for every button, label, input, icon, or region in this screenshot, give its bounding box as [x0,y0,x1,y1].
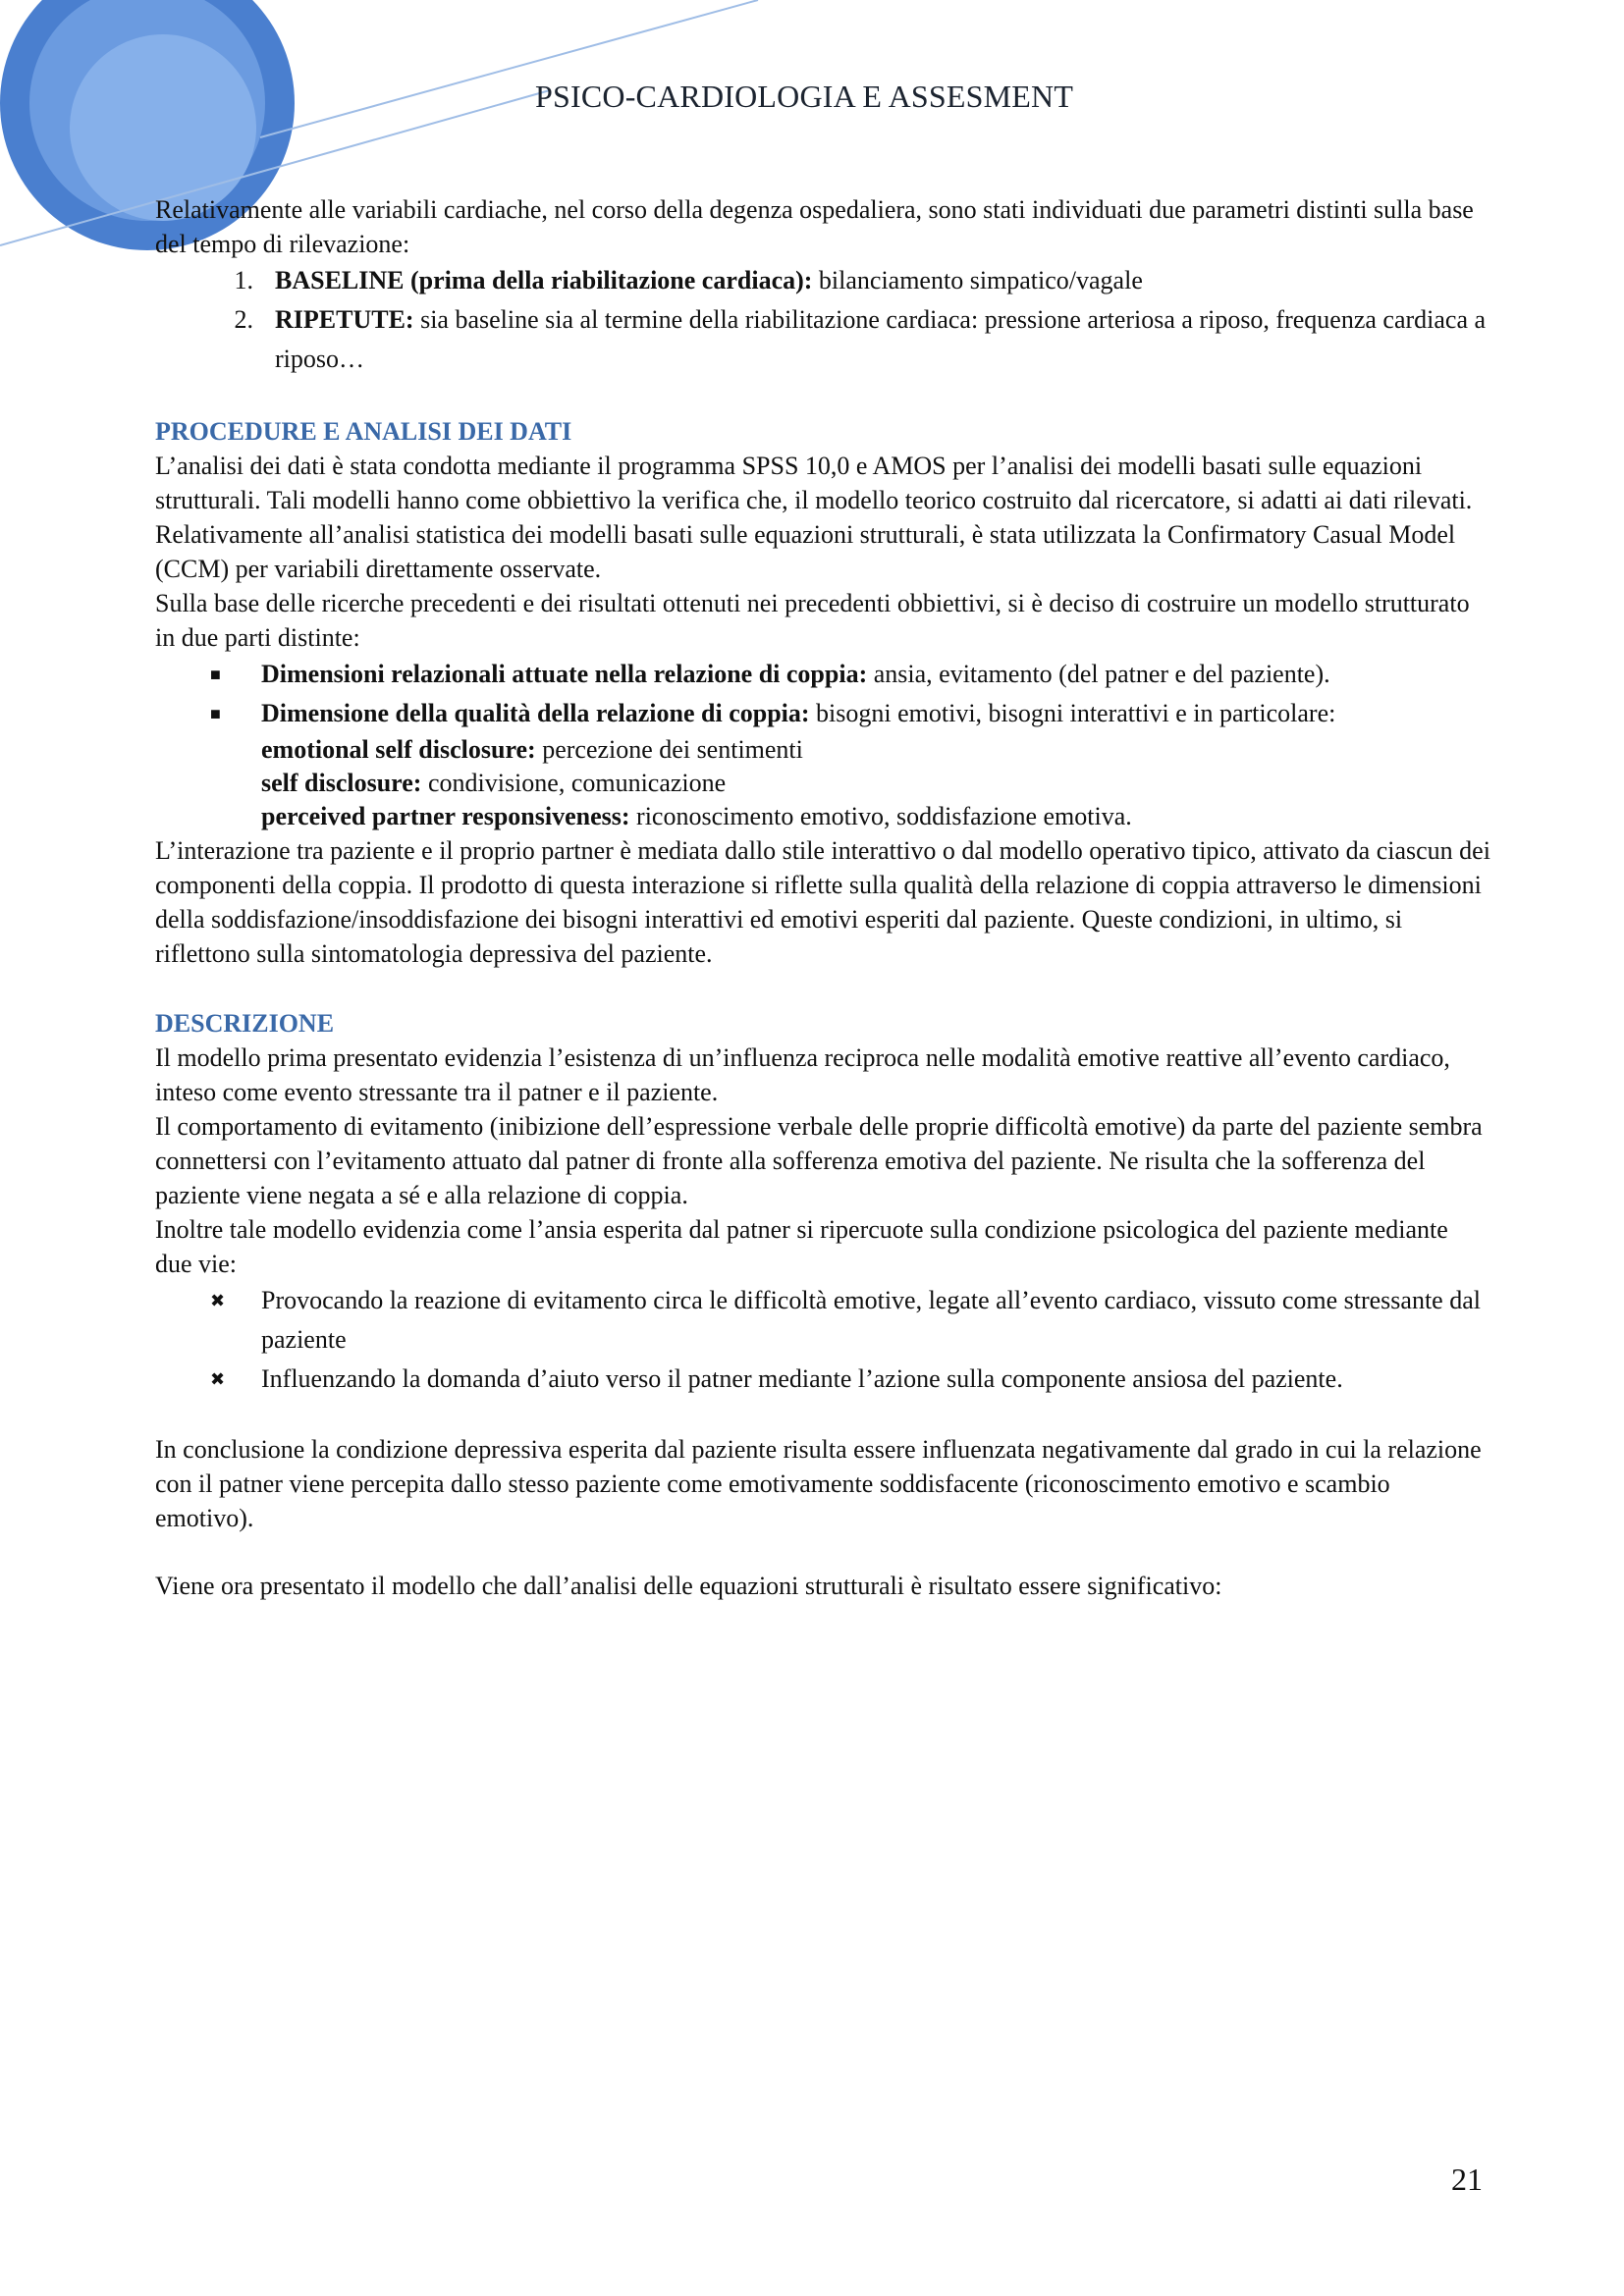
descrizione-paragraph: Il modello prima presentato evidenzia l’esistenza di un’influenza reciproca nelle modalità emotive reattive all’evento cardiaco, inteso come evento stressante tra il patner e il paziente. [155,1043,1450,1106]
model-dimensions-list [155,655,1490,733]
list-item [155,1281,1490,1360]
item-label: RIPETUTE: [275,305,414,334]
section-heading-descrizione: DESCRIZIONE [155,1009,335,1038]
page-content [155,192,1490,1603]
procedure-paragraph: Sulla base delle ricerche precedenti e dei risultati ottenuti nei precedenti obbiettivi, si è deciso di costruire un modello strutturato in due parti distinte: [155,589,1470,652]
sub-item [261,800,1490,833]
sub-item-text: percezione dei sentimenti [535,735,803,764]
list-item [155,655,1490,694]
sub-item [261,733,1490,767]
item-text: ansia, evitamento (del patner e del paziente). [867,660,1330,688]
sub-item-text: condivisione, comunicazione [421,769,727,797]
list-number: 2. [234,305,253,334]
sub-item-label: emotional self disclosure: [261,735,536,764]
item-text: Provocando la reazione di evitamento circa le difficoltà emotive, legate all’evento cardiaco, vissuto come stressante dal paziente [261,1286,1481,1354]
conclusion-paragraph: In conclusione la condizione depressiva esperita dal paziente risulta essere influenzata negativamente dal grado in cui la relazione con il patner viene percepita dallo stesso paziente come emotivamente soddisfacente (riconoscimento emotivo e scambio emotivo). [155,1435,1482,1532]
decor-line-upper [260,0,758,137]
procedure-paragraph: L’analisi dei dati è stata condotta mediante il programma SPSS 10,0 e AMOS per l’analisi dei modelli basati sulle equazioni strutturali. Tali modelli hanno come obbiettivo la verifica che, il modello teorico costruito dal ricercatore, si adatti ai dati rilevati. Relativamente all’analisi statistica dei modelli basati sulle equazioni strutturali, è stata utilizzata la Confirmatory Casual Model (CCM) per variabili direttamente osservate. [155,452,1473,583]
list-number: 1. [234,266,253,294]
item-text: sia baseline sia al termine della riabilitazione cardiaca: pressione arteriosa a riposo, frequenza cardiaca a riposo… [275,305,1487,373]
item-label: Dimensioni relazionali attuate nella relazione di coppia: [261,660,868,688]
item-text: Influenzando la domanda d’aiuto verso il patner mediante l’azione sulla componente ansiosa del paziente. [261,1364,1343,1393]
square-bullet-icon: ■ [210,704,221,723]
list-item [155,1360,1490,1399]
item-text: bilanciamento simpatico/vagale [812,266,1143,294]
sub-item [261,767,1490,800]
final-paragraph: Viene ora presentato il modello che dall’analisi delle equazioni strutturali è risultato essere significativo: [155,1572,1222,1600]
pathways-list [155,1281,1490,1399]
sub-item-label: self disclosure: [261,769,422,797]
square-bullet-icon: ■ [210,665,221,684]
page-number: 21 [1451,2162,1483,2197]
cross-bullet-icon: ✖ [210,1291,226,1310]
list-item [155,694,1490,733]
list-item [155,300,1490,379]
item-label: BASELINE (prima della riabilitazione cardiaca): [275,266,813,294]
sub-item-text: riconoscimento emotivo, soddisfazione emotiva. [629,802,1132,830]
item-label: Dimensione della qualità della relazione di coppia: [261,699,810,727]
quality-sub-items [155,733,1490,833]
cross-bullet-icon: ✖ [210,1369,226,1389]
section-heading-procedure: PROCEDURE E ANALISI DEI DATI [155,417,572,446]
procedure-paragraph: L’interazione tra paziente e il proprio partner è mediata dallo stile interattivo o dal modello operativo tipico, attivato da ciascun dei componenti della coppia. Il prodotto di questa interazione si riflette sulla qualità della relazione di coppia attraverso le dimensioni della soddisfazione/insoddisfazione dei bisogni interattivi ed emotivi esperiti dal paziente. Queste condizioni, in ultimo, si riflettono sulla sintomatologia depressiva del paziente. [155,836,1490,968]
running-header: PSICO-CARDIOLOGIA E ASSESMENT [535,79,1074,114]
descrizione-paragraph: Inoltre tale modello evidenzia come l’ansia esperita dal patner si ripercuote sulla condizione psicologica del paziente mediante due vie: [155,1215,1448,1278]
descrizione-paragraph: Il comportamento di evitamento (inibizione dell’espressione verbale delle proprie difficoltà emotive) da parte del paziente sembra connettersi con l’evitamento attuato dal patner di fronte alla sofferenza emotiva del paziente. Ne risulta che la sofferenza del paziente viene negata a sé e alla relazione di coppia. [155,1112,1483,1209]
item-text: bisogni emotivi, bisogni interattivi e in particolare: [809,699,1336,727]
intro-paragraph: Relativamente alle variabili cardiache, nel corso della degenza ospedaliera, sono stati individuati due parametri distinti sulla base del tempo di rilevazione: [155,195,1474,258]
list-item [155,261,1490,300]
sub-item-label: perceived partner responsiveness: [261,802,630,830]
cardiac-parameters-list [155,261,1490,379]
